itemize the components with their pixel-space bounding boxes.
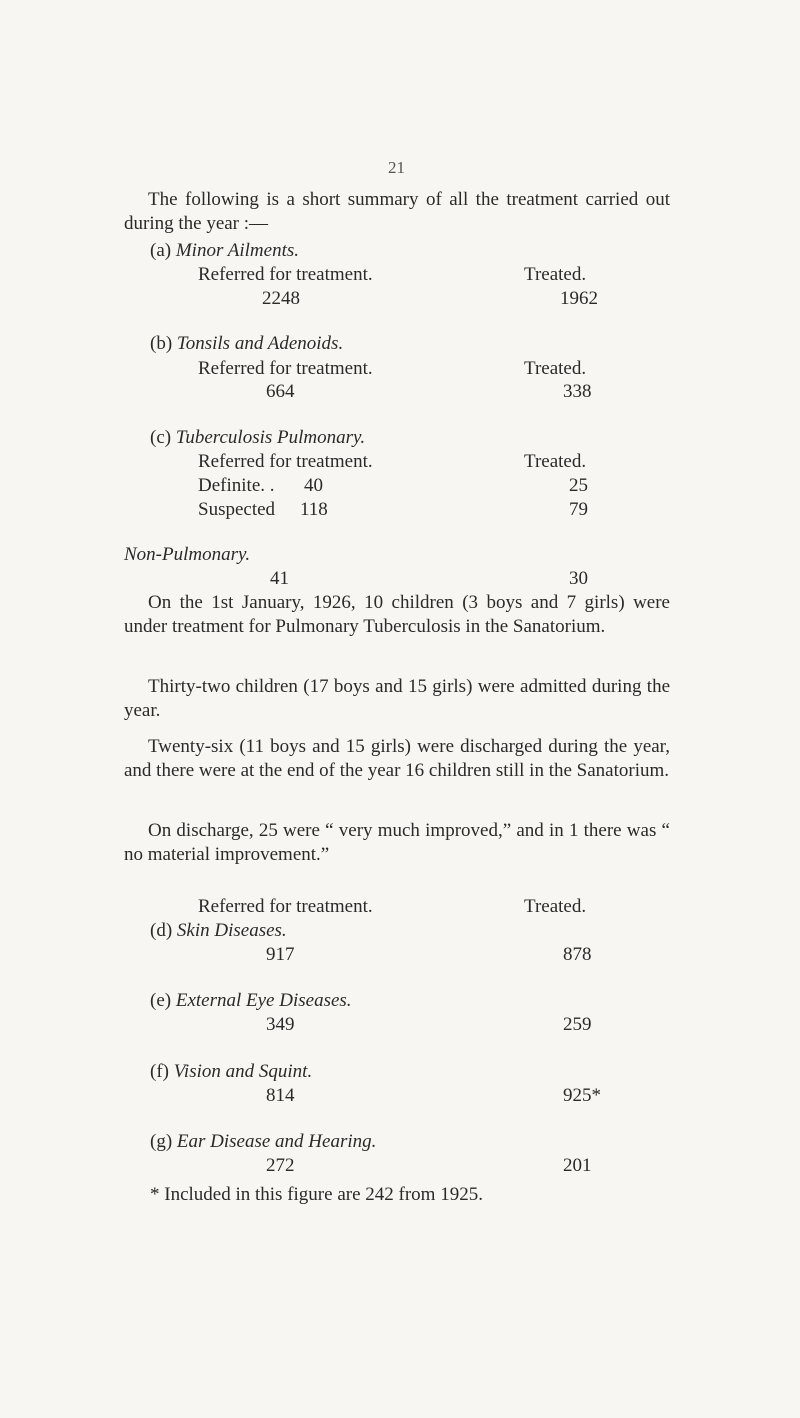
section-f-title: Vision and Squint. — [173, 1061, 313, 1082]
section-g-title: Ear Disease and Hearing. — [176, 1131, 377, 1152]
section-b-heading — [150, 332, 343, 356]
non-pulmonary-referred: 41 — [270, 568, 289, 589]
non-pulmonary-treated: 30 — [569, 568, 588, 589]
section-a-heading — [150, 239, 299, 263]
section-a-letter: (a) — [150, 240, 172, 261]
section-c-suspected-label: Suspected — [198, 499, 276, 520]
section-g-letter: (g) — [150, 1131, 173, 1152]
paragraph-2: Thirty-two children (17 boys and 15 girls) were admitted during the year. — [124, 676, 670, 721]
section-a-referred-header: Referred for treatment. — [198, 264, 373, 285]
section-b-referred-value: 664 — [266, 381, 295, 402]
section-e-letter: (e) — [150, 990, 172, 1011]
page-number: 21 — [388, 158, 405, 177]
section-c-definite-treated: 25 — [569, 475, 588, 496]
paragraph-4: On discharge, 25 were “ very much improved,” and in 1 there was “ no material improvement.” — [124, 820, 670, 865]
section-b-treated-value: 338 — [563, 381, 592, 402]
section-d-heading — [150, 919, 287, 943]
section-g-referred-value: 272 — [266, 1155, 295, 1176]
section-a-referred-value: 2248 — [262, 288, 300, 309]
section-d-treated-value: 878 — [563, 944, 592, 965]
section-c-definite-label: Definite. . — [198, 475, 275, 496]
section-c-definite-referred: 40 — [304, 475, 323, 496]
intro-paragraph: The following is a short summary of all the treatment carried out during the year :— — [124, 189, 670, 234]
section-f-letter: (f) — [150, 1061, 169, 1082]
section-a-treated-header: Treated. — [524, 264, 587, 285]
paragraph-3: Twenty-six (11 boys and 15 girls) were discharged during the year, and there were at the end of the year 16 children still in the Sanatorium. — [124, 736, 670, 781]
section-a-title: Minor Ailments. — [175, 240, 299, 261]
section-g-heading — [150, 1130, 376, 1154]
section-c-suspected-treated: 79 — [569, 499, 588, 520]
section-c-referred-header: Referred for treatment. — [198, 451, 373, 472]
paragraph-1: On the 1st January, 1926, 10 children (3 boys and 7 girls) were under treatment for Pulmonary Tuberculosis in the Sanatorium. — [124, 592, 670, 637]
section-f-heading — [150, 1060, 312, 1084]
section-b-referred-header: Referred for treatment. — [198, 358, 373, 379]
section-e-treated-value: 259 — [563, 1014, 592, 1035]
table-treated-header: Treated. — [524, 896, 587, 917]
section-f-treated-value: 925* — [563, 1085, 601, 1106]
section-f-referred-value: 814 — [266, 1085, 295, 1106]
footnote: * Included in this figure are 242 from 1925. — [150, 1184, 483, 1205]
non-pulmonary-title: Non-Pulmonary. — [124, 544, 251, 565]
section-c-treated-header: Treated. — [524, 451, 587, 472]
section-c-suspected-referred: 118 — [300, 499, 328, 520]
section-d-letter: (d) — [150, 920, 173, 941]
table-referred-header: Referred for treatment. — [198, 896, 373, 917]
section-c-heading — [150, 426, 365, 450]
section-a-treated-value: 1962 — [560, 288, 598, 309]
section-b-title: Tonsils and Adenoids. — [176, 333, 344, 354]
section-b-letter: (b) — [150, 333, 173, 354]
section-g-treated-value: 201 — [563, 1155, 592, 1176]
section-c-letter: (c) — [150, 427, 172, 448]
section-e-title: External Eye Diseases. — [175, 990, 352, 1011]
section-d-referred-value: 917 — [266, 944, 295, 965]
section-e-referred-value: 349 — [266, 1014, 295, 1035]
section-b-treated-header: Treated. — [524, 358, 587, 379]
section-d-title: Skin Diseases. — [176, 920, 287, 941]
section-c-title: Tuberculosis Pulmonary. — [175, 427, 366, 448]
section-e-heading — [150, 989, 352, 1013]
